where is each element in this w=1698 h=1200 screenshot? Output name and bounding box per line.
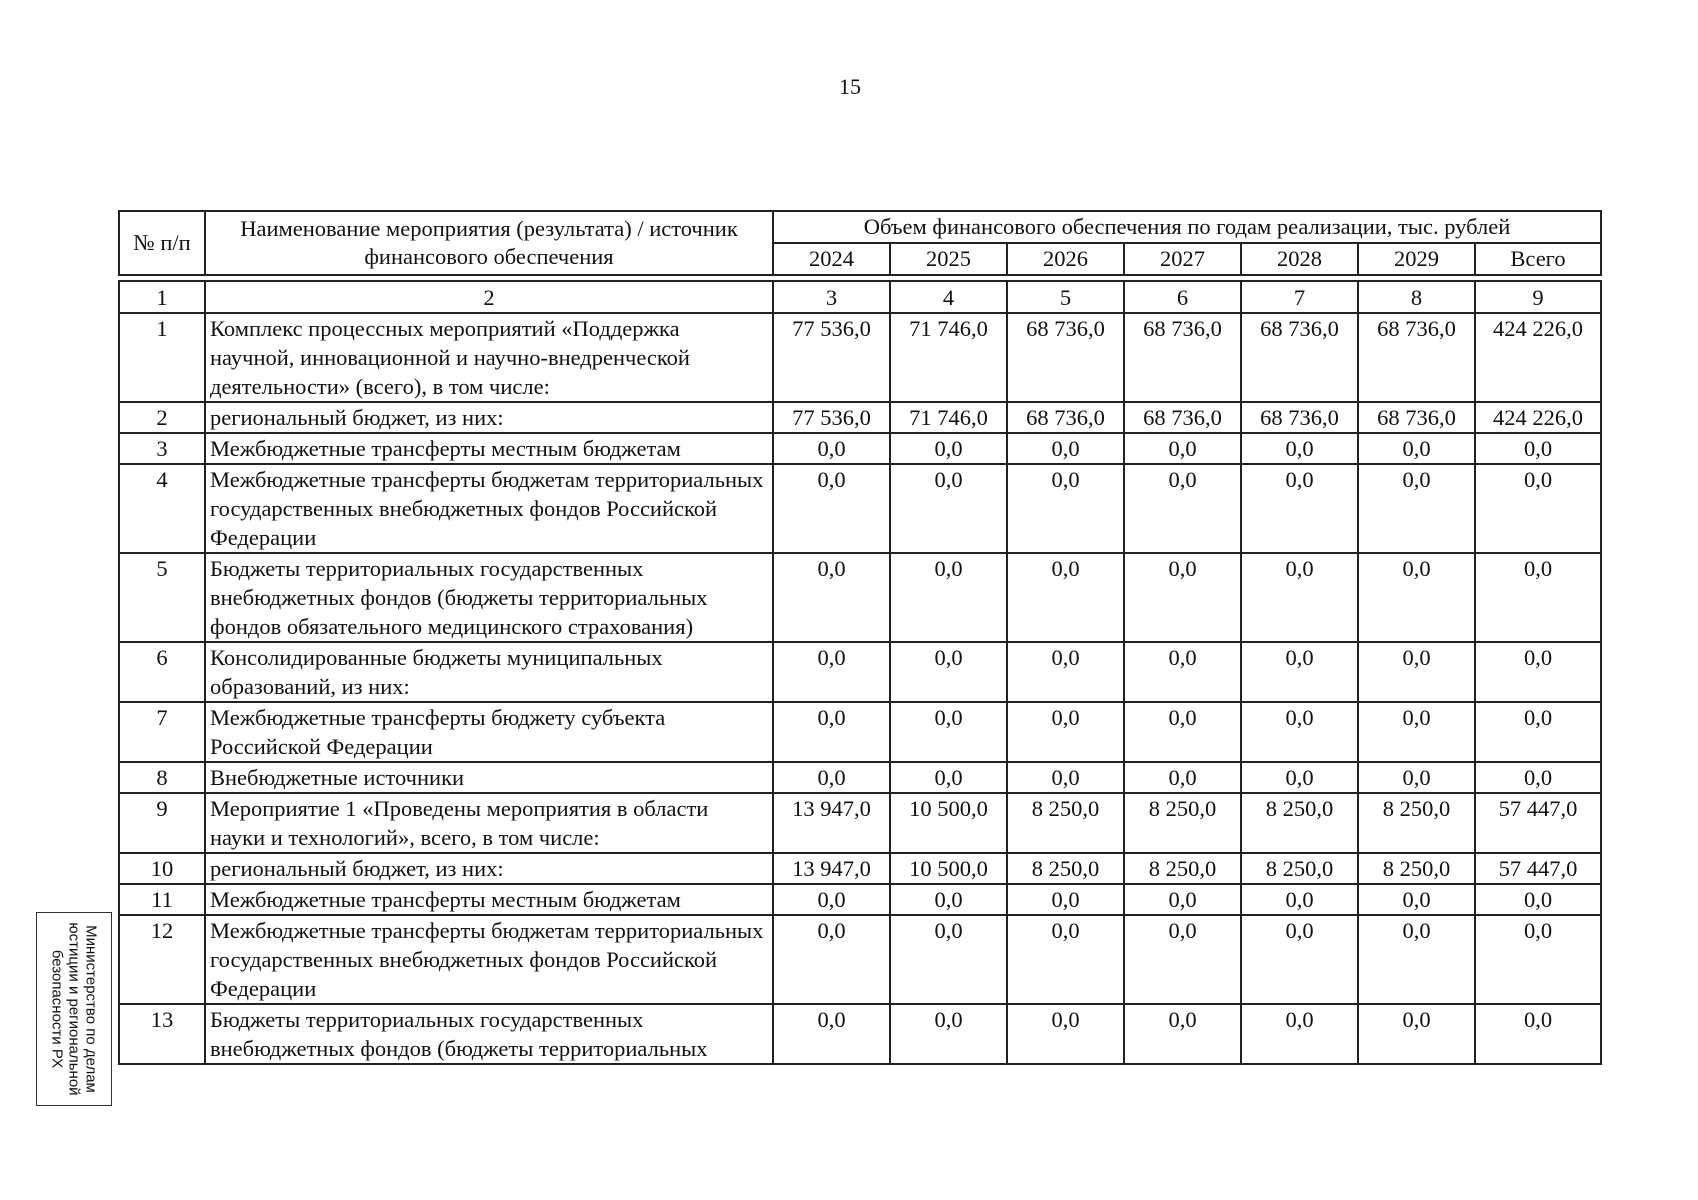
row-name: Межбюджетные трансферты местным бюджетам (205, 884, 773, 915)
row-total: 0,0 (1475, 464, 1601, 553)
row-value: 8 250,0 (1358, 853, 1475, 884)
row-name: Консолидированные бюджеты муниципальных образований, из них: (205, 642, 773, 702)
row-value: 0,0 (1007, 884, 1124, 915)
row-value: 0,0 (773, 702, 890, 762)
row-value: 0,0 (1007, 1004, 1124, 1064)
header-year: 2027 (1124, 243, 1241, 275)
row-value: 71 746,0 (890, 402, 1007, 433)
row-value: 68 736,0 (1124, 313, 1241, 402)
row-name: Межбюджетные трансферты бюджету субъекта Российской Федерации (205, 702, 773, 762)
row-number: 8 (119, 762, 205, 793)
row-value: 0,0 (1358, 553, 1475, 642)
row-total: 0,0 (1475, 433, 1601, 464)
row-total: 0,0 (1475, 702, 1601, 762)
column-number-row (119, 281, 1601, 313)
header-year: 2029 (1358, 243, 1475, 275)
header-name: Наименование мероприятия (результата) / источник финансового обеспечения (205, 211, 773, 275)
row-value: 0,0 (1124, 642, 1241, 702)
row-number: 13 (119, 1004, 205, 1064)
row-value: 0,0 (890, 702, 1007, 762)
table-row (119, 313, 1601, 402)
stamp-line: юстиции и региональной (65, 922, 83, 1096)
row-value: 10 500,0 (890, 793, 1007, 853)
row-name: Межбюджетные трансферты бюджетам территориальных государственных внебюджетных фондов Российской Федерации (205, 915, 773, 1004)
table-row (119, 853, 1601, 884)
row-value: 0,0 (1007, 915, 1124, 1004)
row-value: 8 250,0 (1358, 793, 1475, 853)
table-row (119, 884, 1601, 915)
table-row (119, 402, 1601, 433)
row-value: 0,0 (1241, 762, 1358, 793)
column-number: 5 (1007, 281, 1124, 313)
row-value: 0,0 (1241, 1004, 1358, 1064)
row-value: 77 536,0 (773, 402, 890, 433)
stamp-line: Министерство по делам (82, 925, 100, 1093)
row-total: 0,0 (1475, 553, 1601, 642)
row-value: 0,0 (1124, 884, 1241, 915)
row-value: 0,0 (890, 915, 1007, 1004)
row-value: 0,0 (1124, 702, 1241, 762)
row-value: 0,0 (1124, 553, 1241, 642)
row-value: 0,0 (890, 642, 1007, 702)
row-value: 0,0 (1358, 642, 1475, 702)
header-year: 2028 (1241, 243, 1358, 275)
row-value: 0,0 (773, 553, 890, 642)
row-name: Внебюджетные источники (205, 762, 773, 793)
row-value: 0,0 (1007, 433, 1124, 464)
stamp-text (49, 911, 100, 1107)
ministry-stamp (36, 912, 112, 1106)
row-value: 68 736,0 (1241, 402, 1358, 433)
row-number: 11 (119, 884, 205, 915)
row-value: 0,0 (773, 642, 890, 702)
row-value: 0,0 (1358, 915, 1475, 1004)
row-value: 0,0 (773, 762, 890, 793)
row-total: 0,0 (1475, 1004, 1601, 1064)
row-value: 0,0 (1124, 1004, 1241, 1064)
row-value: 13 947,0 (773, 853, 890, 884)
table-row (119, 915, 1601, 1004)
row-value: 0,0 (773, 884, 890, 915)
table-row (119, 702, 1601, 762)
row-name: Мероприятие 1 «Проведены мероприятия в области науки и технологий», всего, в том числе: (205, 793, 773, 853)
row-total: 0,0 (1475, 762, 1601, 793)
row-number: 5 (119, 553, 205, 642)
row-number: 4 (119, 464, 205, 553)
row-value: 8 250,0 (1124, 853, 1241, 884)
header-year: 2024 (773, 243, 890, 275)
column-number: 2 (205, 281, 773, 313)
header-year: 2025 (890, 243, 1007, 275)
row-value: 0,0 (1241, 915, 1358, 1004)
row-value: 8 250,0 (1007, 853, 1124, 884)
financing-table (118, 210, 1602, 1065)
header-year: 2026 (1007, 243, 1124, 275)
row-value: 8 250,0 (1241, 793, 1358, 853)
table-row (119, 1004, 1601, 1064)
table-row (119, 793, 1601, 853)
row-total: 424 226,0 (1475, 402, 1601, 433)
row-total: 0,0 (1475, 884, 1601, 915)
row-number: 6 (119, 642, 205, 702)
row-value: 0,0 (773, 1004, 890, 1064)
row-value: 77 536,0 (773, 313, 890, 402)
row-number: 1 (119, 313, 205, 402)
row-value: 0,0 (1241, 464, 1358, 553)
row-number: 12 (119, 915, 205, 1004)
row-value: 0,0 (1007, 702, 1124, 762)
row-value: 0,0 (1124, 433, 1241, 464)
row-value: 0,0 (1241, 884, 1358, 915)
row-name: Межбюджетные трансферты местным бюджетам (205, 433, 773, 464)
row-value: 68 736,0 (1124, 402, 1241, 433)
row-value: 0,0 (1241, 553, 1358, 642)
row-value: 0,0 (1007, 762, 1124, 793)
row-value: 0,0 (1358, 464, 1475, 553)
row-value: 0,0 (1241, 433, 1358, 464)
table-row (119, 642, 1601, 702)
table-row (119, 464, 1601, 553)
row-value: 68 736,0 (1007, 402, 1124, 433)
row-value: 0,0 (1124, 915, 1241, 1004)
row-value: 0,0 (773, 464, 890, 553)
row-value: 0,0 (1358, 702, 1475, 762)
column-number: 3 (773, 281, 890, 313)
row-value: 0,0 (1007, 464, 1124, 553)
header-total: Всего (1475, 243, 1601, 275)
row-value: 0,0 (773, 915, 890, 1004)
row-value: 0,0 (890, 553, 1007, 642)
row-name: региональный бюджет, из них: (205, 402, 773, 433)
row-value: 10 500,0 (890, 853, 1007, 884)
row-value: 0,0 (890, 762, 1007, 793)
row-name: Бюджеты территориальных государственных внебюджетных фондов (бюджеты территориальных фондов обязательного медицинского страхования) (205, 553, 773, 642)
row-total: 0,0 (1475, 915, 1601, 1004)
row-value: 0,0 (890, 464, 1007, 553)
row-value: 0,0 (1124, 464, 1241, 553)
row-value: 0,0 (890, 884, 1007, 915)
row-total: 57 447,0 (1475, 793, 1601, 853)
header-number: № п/п (119, 211, 205, 275)
row-value: 13 947,0 (773, 793, 890, 853)
row-number: 2 (119, 402, 205, 433)
row-number: 9 (119, 793, 205, 853)
row-value: 0,0 (1241, 642, 1358, 702)
column-number: 8 (1358, 281, 1475, 313)
row-value: 0,0 (1358, 884, 1475, 915)
row-value: 68 736,0 (1007, 313, 1124, 402)
stamp-line: безопасности РХ (48, 949, 66, 1069)
column-number: 9 (1475, 281, 1601, 313)
row-total: 57 447,0 (1475, 853, 1601, 884)
row-value: 0,0 (1007, 553, 1124, 642)
row-value: 8 250,0 (1241, 853, 1358, 884)
header-funding-group: Объем финансового обеспечения по годам реализации, тыс. рублей (773, 211, 1601, 243)
row-value: 68 736,0 (1241, 313, 1358, 402)
table-row (119, 553, 1601, 642)
row-total: 0,0 (1475, 642, 1601, 702)
row-value: 0,0 (773, 433, 890, 464)
row-value: 0,0 (1358, 1004, 1475, 1064)
row-value: 0,0 (1358, 433, 1475, 464)
row-name: Комплекс процессных мероприятий «Поддержка научной, инновационной и научно-внедренческой деятельности» (всего), в том числе: (205, 313, 773, 402)
row-value: 0,0 (890, 1004, 1007, 1064)
column-number: 1 (119, 281, 205, 313)
row-value: 8 250,0 (1007, 793, 1124, 853)
row-value: 0,0 (1124, 762, 1241, 793)
row-number: 7 (119, 702, 205, 762)
row-value: 0,0 (1358, 762, 1475, 793)
table-row (119, 762, 1601, 793)
row-name: региональный бюджет, из них: (205, 853, 773, 884)
row-value: 68 736,0 (1358, 313, 1475, 402)
row-value: 0,0 (1241, 702, 1358, 762)
column-number: 6 (1124, 281, 1241, 313)
row-value: 68 736,0 (1358, 402, 1475, 433)
row-number: 10 (119, 853, 205, 884)
row-value: 0,0 (1007, 642, 1124, 702)
row-value: 71 746,0 (890, 313, 1007, 402)
row-total: 424 226,0 (1475, 313, 1601, 402)
row-value: 8 250,0 (1124, 793, 1241, 853)
column-number: 4 (890, 281, 1007, 313)
row-number: 3 (119, 433, 205, 464)
row-value: 0,0 (890, 433, 1007, 464)
column-number: 7 (1241, 281, 1358, 313)
row-name: Бюджеты территориальных государственных внебюджетных фондов (бюджеты территориальных (205, 1004, 773, 1064)
page-number: 15 (839, 74, 861, 99)
row-name: Межбюджетные трансферты бюджетам территориальных государственных внебюджетных фондов Российской Федерации (205, 464, 773, 553)
table-row (119, 433, 1601, 464)
